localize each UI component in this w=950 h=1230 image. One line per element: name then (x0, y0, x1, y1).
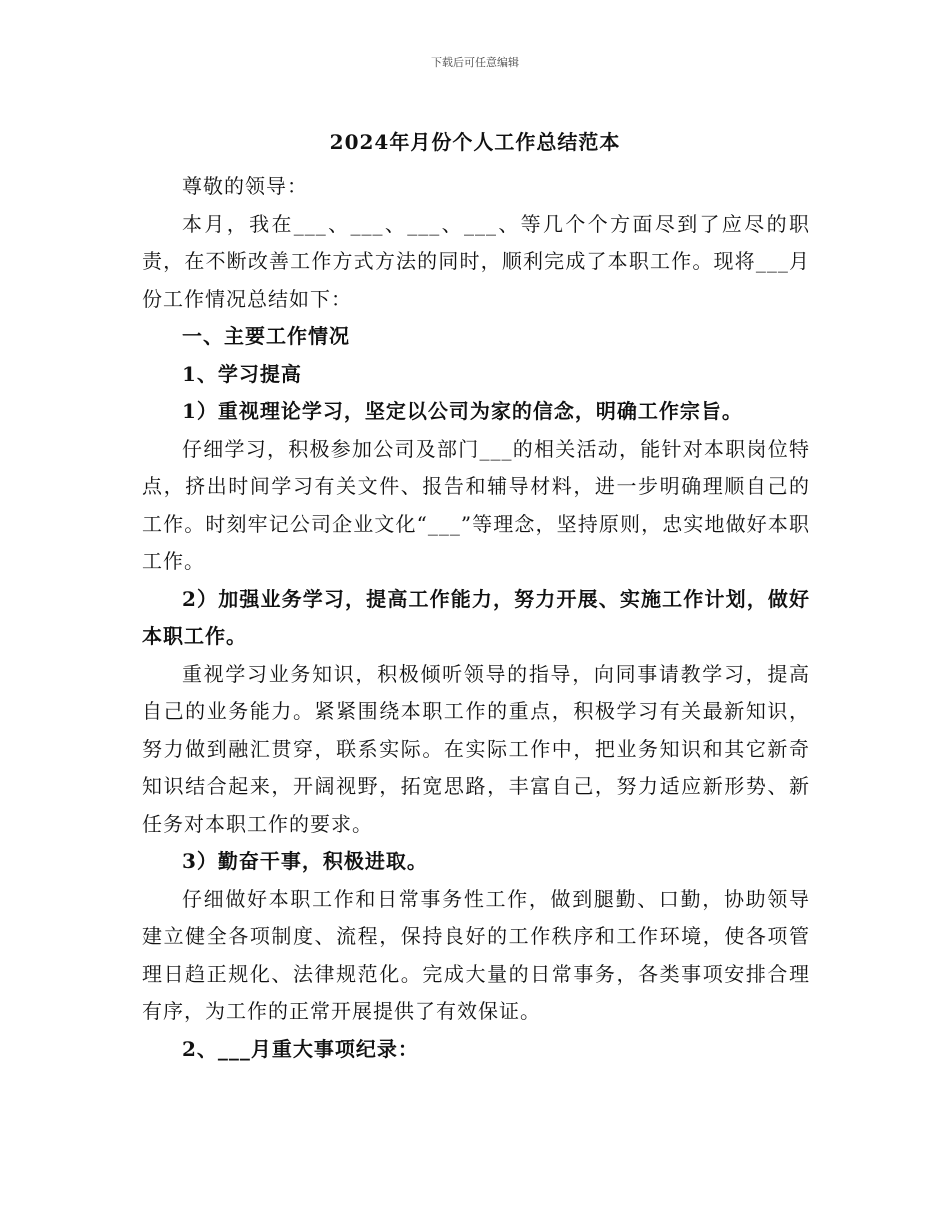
item-heading-diligence: 3）勤奋干事，积极进取。 (182, 849, 428, 873)
document-body (142, 168, 810, 1068)
header-note: 下载后可任意编辑 (431, 56, 519, 69)
paragraph-diligence: 仔细做好本职工作和日常事务性工作，做到腿勤、口勤，协助领导建立健全各项制度、流程，保持良好的工作秩序和工作环境，使各项管理日趋正规化、法律规范化。完成大量的日常事务，各类事项安排合理有序，为工作的正常开展提供了有效保证。 (142, 886, 810, 1023)
section-heading-main-work: 一、主要工作情况 (182, 324, 350, 348)
subsection-heading-study: 1、学习提高 (182, 361, 302, 386)
subsection-heading-major-events: 2、___月重大事项纪录： (182, 1036, 419, 1061)
item-heading-business-study: 2）加强业务学习，提高工作能力，努力开展、实施工作计划，做好本职工作。 (142, 586, 810, 648)
paragraph-theory-study: 仔细学习，积极参加公司及部门___的相关活动，能针对本职岗位特点，挤出时间学习有关文件、报告和辅导材料，进一步明确理顺自己的工作。时刻牢记公司企业文化“___”等理念，坚持原则，忠实地做好本职工作。 (142, 436, 810, 573)
item-heading-theory-study: 1）重视理论学习，坚定以公司为家的信念，明确工作宗旨。 (182, 399, 743, 423)
document-title: 2024年月份个人工作总结范本 (329, 130, 621, 154)
paragraph-business-study: 重视学习业务知识，积极倾听领导的指导，向同事请教学习，提高自己的业务能力。紧紧围绕本职工作的重点，积极学习有关最新知识，努力做到融汇贯穿，联系实际。在实际工作中，把业务知识和其它新奇知识结合起来，开阔视野，拓宽思路，丰富自己，努力适应新形势、新任务对本职工作的要求。 (142, 661, 810, 836)
salutation: 尊敬的领导： (182, 174, 308, 198)
intro-paragraph: 本月，我在___、___、___、___、等几个个方面尽到了应尽的职责，在不断改善工作方式方法的同时，顺利完成了本职工作。现将___月份工作情况总结如下： (142, 211, 810, 311)
